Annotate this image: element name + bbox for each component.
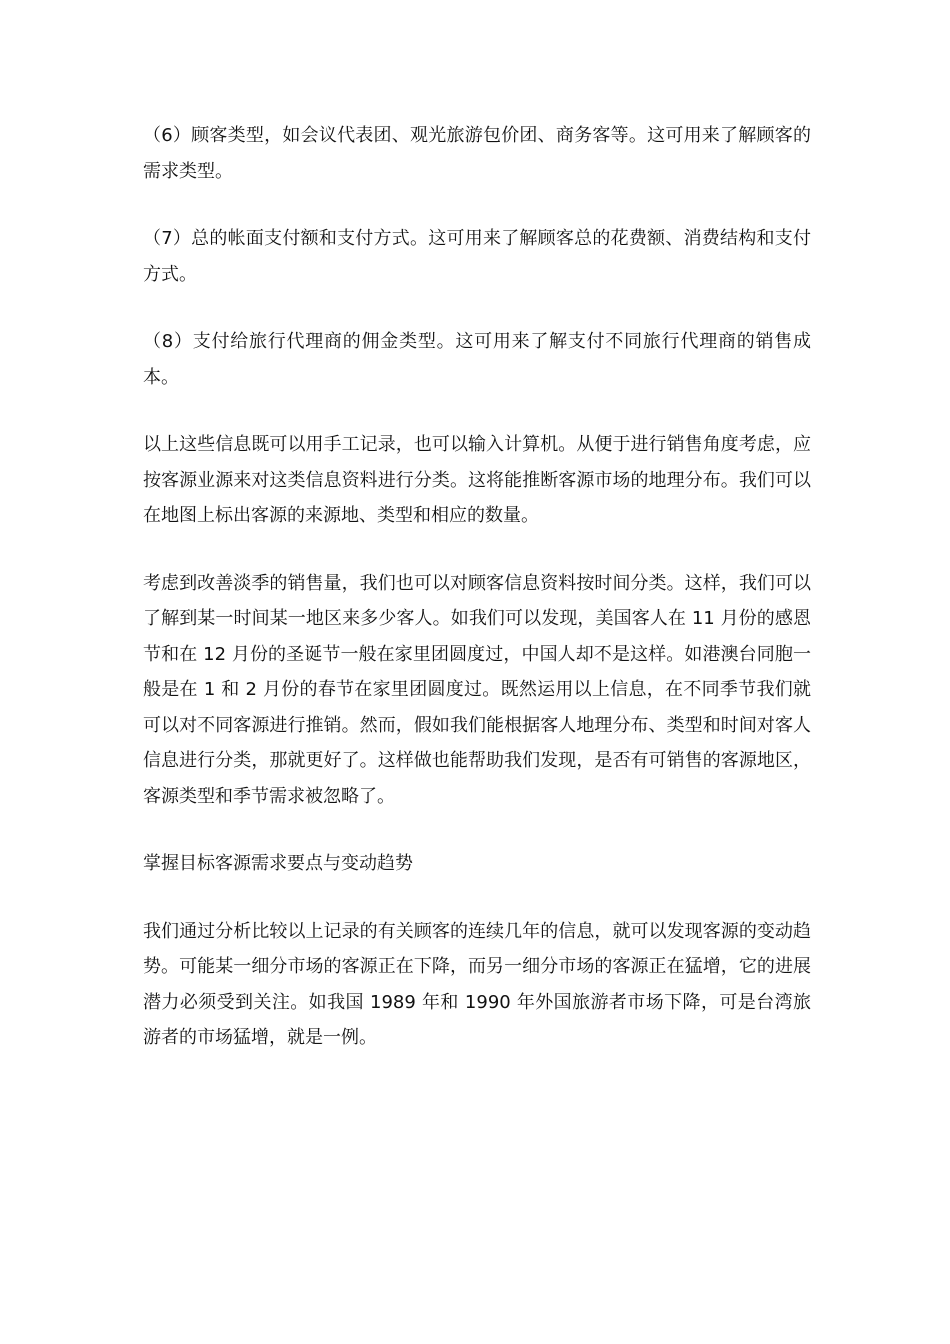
paragraph-trend-analysis: 我们通过分析比较以上记录的有关顾客的连续几年的信息，就可以发现客源的变动趋势。可能某一细分市场的客源正在下降，而另一细分市场的客源正在猛增，它的进展潜力必须受到关注。如我国 1989 年和 1990 年外国旅游者市场下降，可是台湾旅游者的市场猛增，就是一例。	[143, 920, 811, 1048]
paragraph-seasonal-classification: 考虑到改善淡季的销售量，我们也可以对顾客信息资料按时间分类。这样，我们可以了解到某一时间某一地区来多少客人。如我们可以发现，美国客人在 11 月份的感恩节和在 12 月份的圣诞节一般在家里团圆度过，中国人却不是这样。如港澳台同胞一般是在 1 和 2 月份的春节在家里团圆度过。既然运用以上信息，在不同季节我们就可以对不同客源进行推销。然而，假如我们能根据客人地理分布、类型和时间对客人信息进行分类，那就更好了。这样做也能帮助我们发现，是否有可销售的客源地区，客源类型和季节需求被忽略了。	[143, 572, 811, 807]
section-heading: 掌握目标客源需求要点与变动趋势	[143, 853, 413, 874]
paragraph-commission-type: （8）支付给旅行代理商的佣金类型。这可用来了解支付不同旅行代理商的销售成本。	[143, 331, 811, 388]
paragraph-payment-method: （7）总的帐面支付额和支付方式。这可用来了解顾客总的花费额、消费结构和支付方式。	[143, 228, 811, 285]
paragraph-information-classification: 以上这些信息既可以用手工记录，也可以输入计算机。从便于进行销售角度考虑，应按客源业源来对这类信息资料进行分类。这将能推断客源市场的地理分布。我们可以在地图上标出客源的来源地、类型和相应的数量。	[143, 434, 811, 526]
document-body	[143, 118, 811, 1088]
paragraph-customer-type: （6）顾客类型，如会议代表团、观光旅游包价团、商务客等。这可用来了解顾客的需求类型。	[143, 125, 811, 182]
